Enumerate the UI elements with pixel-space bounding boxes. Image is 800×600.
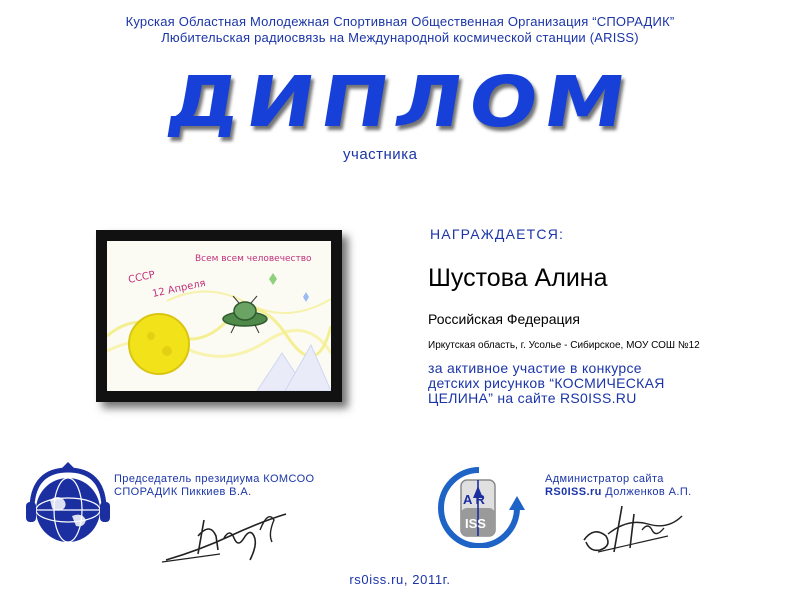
signature-right-icon <box>578 496 688 564</box>
header-line-1: Курская Областная Молодежная Спортивная Общественная Организация “СПОРАДИК” <box>125 14 675 29</box>
award-description-line-2: детских рисунков “КОСМИЧЕСКАЯ <box>428 375 665 391</box>
award-description-line-3: ЦЕЛИНА” на сайте RS0ISS.RU <box>428 390 637 406</box>
president-signature <box>160 492 300 570</box>
signature-left-icon <box>160 492 300 570</box>
child-drawing <box>107 241 331 391</box>
admin-name: Долженков А.П. <box>601 486 692 498</box>
drawing-illustration <box>107 241 331 391</box>
ariss-logo-bottom-text: ISS <box>465 516 486 531</box>
president-line-2: СПОРАДИК Пиккиев В.А. <box>114 486 252 498</box>
drawing-text-date: 12 Апреля <box>151 277 207 300</box>
awarded-label: НАГРАЖДАЕТСЯ: <box>430 226 565 242</box>
sporadik-logo <box>22 460 114 552</box>
recipient-country: Российская Федерация <box>428 311 580 327</box>
drawing-frame <box>96 230 342 402</box>
recipient-name: Шустова Алина <box>428 264 608 292</box>
award-description <box>428 361 788 406</box>
admin-signature <box>578 496 688 564</box>
ariss-logo <box>433 466 525 548</box>
footer-text: rs0iss.ru, 2011г. <box>349 572 451 587</box>
recipient-address: Иркутская область, г. Усолье - Сибирское, МОУ СОШ №12 <box>428 340 700 351</box>
globe-headphones-icon <box>22 460 114 552</box>
diploma-subtitle: участника <box>343 146 418 163</box>
admin-site: RS0ISS.ru <box>545 486 602 498</box>
header-line-2: Любительская радиосвязь на Международной космической станции (ARISS) <box>161 30 639 45</box>
drawing-text-top: Всем всем человечество <box>195 254 312 264</box>
admin-line-1: Администратор сайта <box>545 473 664 485</box>
president-line-1: Председатель президиума КОМСОО <box>114 473 315 485</box>
drawing-text-ussr: СССР <box>127 269 157 286</box>
diploma-title: ДИПЛОМ <box>161 61 639 143</box>
award-description-line-1: за активное участие в конкурсе <box>428 360 642 376</box>
ariss-logo-top-text: A R <box>463 492 485 507</box>
ariss-emblem-icon <box>433 466 525 548</box>
